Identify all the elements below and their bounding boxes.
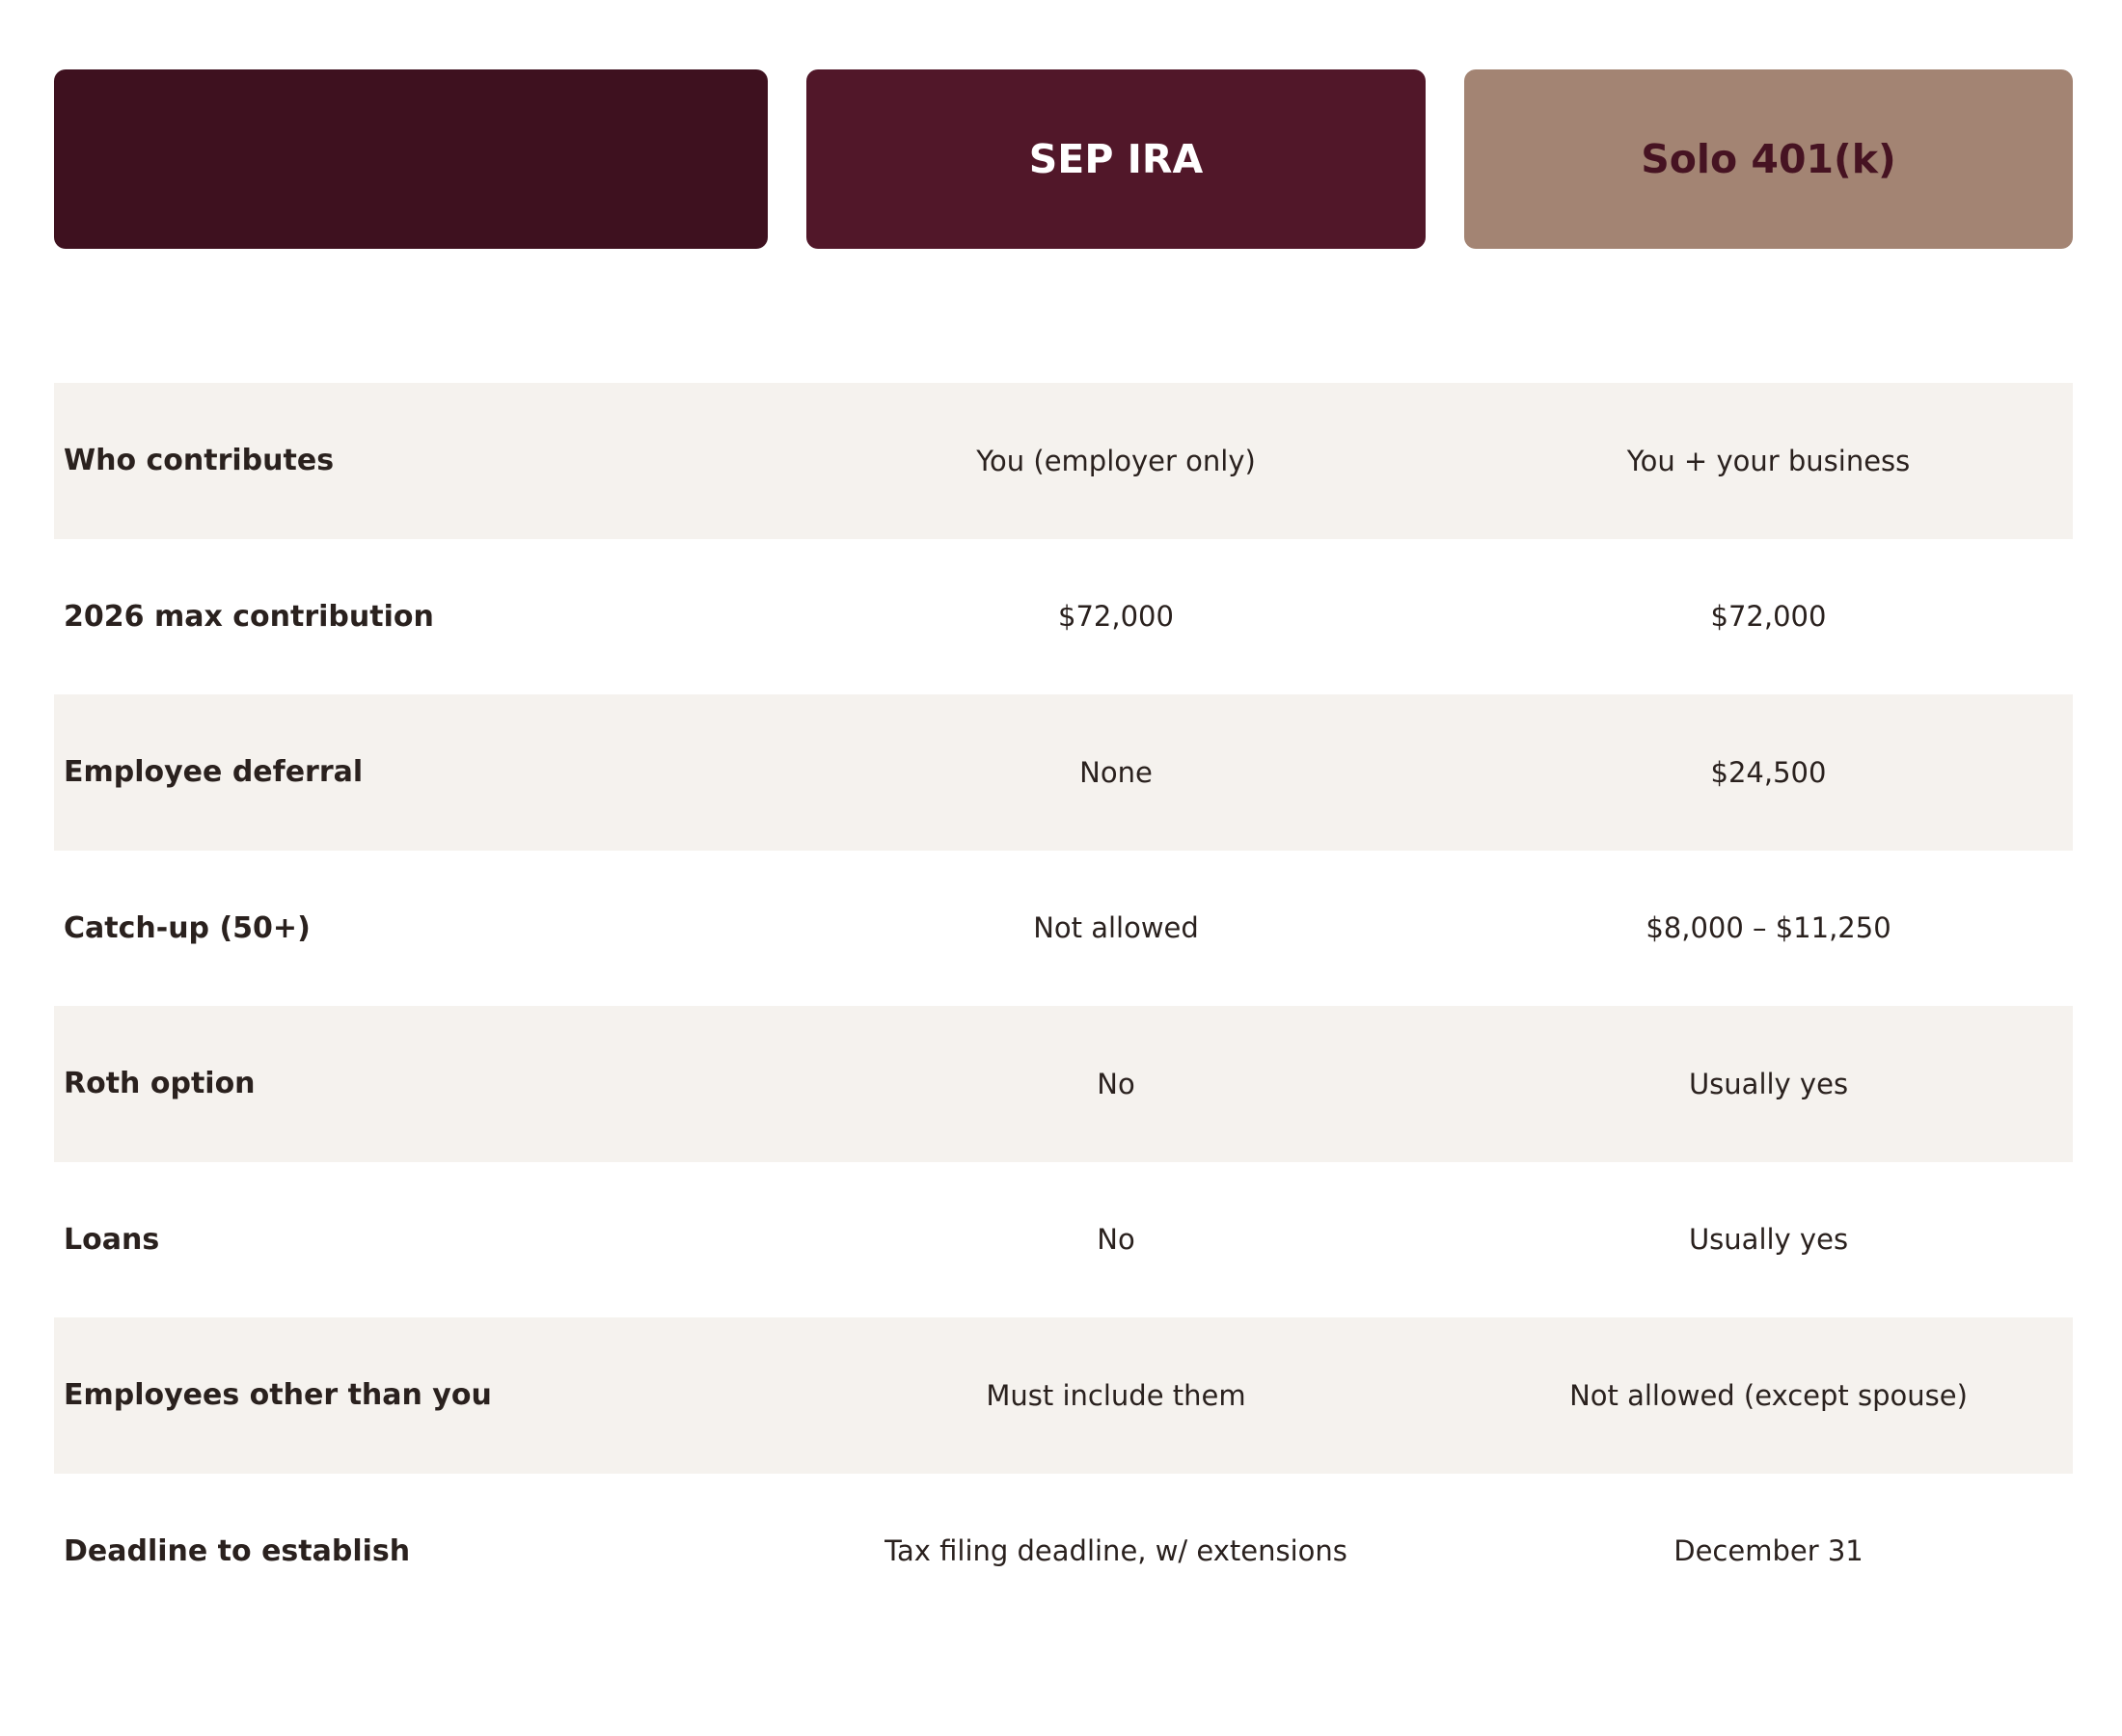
comparison-header <box>54 69 2073 249</box>
table-row <box>54 1006 2073 1162</box>
header-solo-401k: Solo 401(k) <box>1464 69 2073 249</box>
solo-401k-value: $8,000 – $11,250 <box>1646 911 1891 945</box>
sep-ira-value: You (employer only) <box>976 444 1256 477</box>
solo-401k-value: $24,500 <box>1710 755 1827 789</box>
sep-ira-value: $72,000 <box>1058 600 1174 634</box>
solo-401k-value: $72,000 <box>1710 600 1827 634</box>
solo-401k-value: December 31 <box>1673 1534 1864 1568</box>
row-label: Roth option <box>64 1067 256 1101</box>
sep-ira-value: None <box>1079 755 1153 789</box>
header-sep-ira: SEP IRA <box>806 69 1426 249</box>
row-label: Loans <box>64 1222 160 1257</box>
solo-401k-value: You + your business <box>1626 444 1911 477</box>
row-label: Who contributes <box>64 444 335 478</box>
row-label: Employee deferral <box>64 755 364 790</box>
row-label: Catch-up (50+) <box>64 910 311 945</box>
row-label: 2026 max contribution <box>64 599 434 634</box>
sep-ira-value: Must include them <box>986 1378 1246 1412</box>
table-row <box>54 383 2073 539</box>
table-row <box>54 539 2073 695</box>
row-label: Employees other than you <box>64 1378 492 1413</box>
table-row <box>54 1474 2073 1630</box>
table-row <box>54 694 2073 851</box>
solo-401k-value: Usually yes <box>1688 1223 1849 1257</box>
solo-401k-value: Usually yes <box>1688 1067 1849 1100</box>
comparison-table <box>54 383 2073 1629</box>
row-label: Deadline to establish <box>64 1533 411 1568</box>
table-row <box>54 1162 2073 1318</box>
solo-401k-value: Not allowed (except spouse) <box>1569 1378 1968 1412</box>
sep-ira-value: Tax filing deadline, w/ extensions <box>884 1534 1347 1568</box>
sep-ira-value: No <box>1097 1067 1135 1100</box>
table-row <box>54 851 2073 1007</box>
sep-ira-value: No <box>1097 1223 1135 1257</box>
sep-ira-value: Not allowed <box>1033 911 1199 945</box>
header-label-column <box>54 69 768 249</box>
table-row <box>54 1317 2073 1474</box>
